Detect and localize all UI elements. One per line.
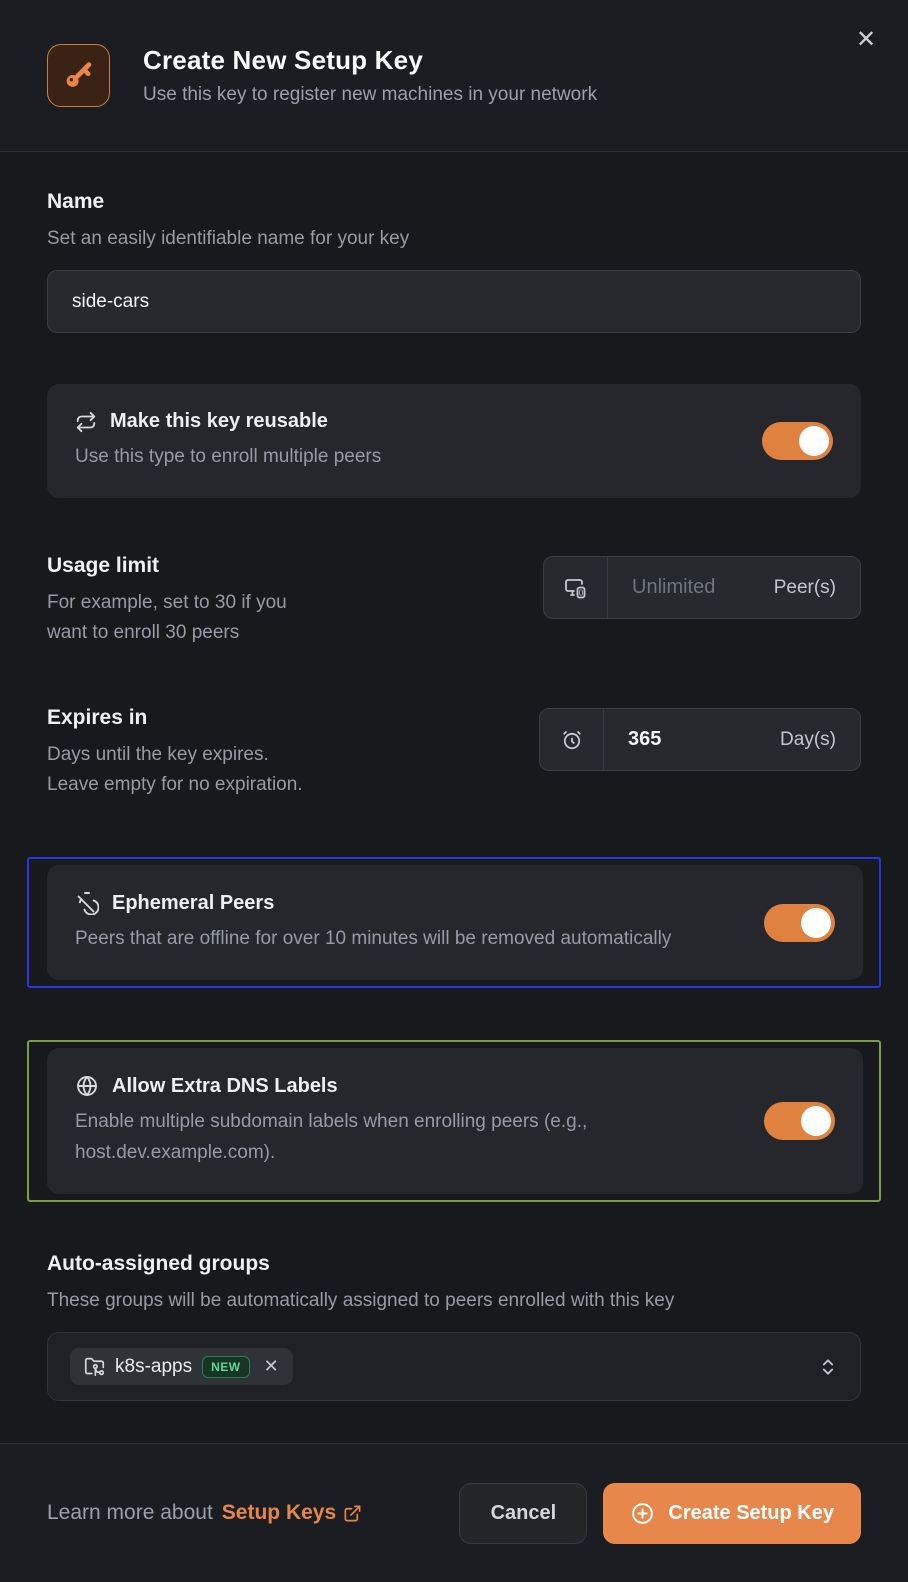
reusable-description: Use this type to enroll multiple peers [75, 446, 382, 467]
repeat-icon [75, 411, 97, 433]
modal-title: Create New Setup Key [143, 45, 423, 75]
dns-labels-description: Enable multiple subdomain labels when enrolling peers (e.g., host.dev.example.com). [75, 1111, 588, 1163]
dns-labels-title: Allow Extra DNS Labels [112, 1074, 338, 1097]
close-icon[interactable]: ✕ [855, 26, 877, 53]
setup-keys-link[interactable] [222, 1501, 362, 1525]
usage-limit-unit: Peer(s) [773, 576, 836, 598]
modal-subtitle: Use this key to register new machines in your network [143, 84, 598, 105]
name-description: Set an easily identifiable name for your key [47, 228, 410, 249]
timer-off-icon [75, 891, 99, 915]
expires-in-section [47, 706, 861, 800]
reusable-card [47, 384, 861, 498]
usage-limit-description-line2: want to enroll 30 peers [47, 622, 240, 643]
modal-footer [0, 1443, 908, 1582]
peers-monitor-icon [544, 557, 608, 618]
usage-limit-description-line1: For example, set to 30 if you [47, 592, 287, 613]
expires-in-label: Expires in [47, 706, 148, 729]
expires-in-input[interactable] [539, 708, 861, 771]
ephemeral-toggle[interactable] [764, 904, 835, 942]
key-icon [62, 59, 96, 93]
groups-description: These groups will be automatically assigned to peers enrolled with this key [47, 1290, 675, 1311]
alarm-clock-icon [540, 709, 604, 770]
external-link-icon [343, 1504, 362, 1523]
new-badge: NEW [202, 1356, 250, 1378]
plus-circle-icon [630, 1501, 655, 1526]
group-chip-k8s-apps [70, 1348, 293, 1385]
usage-limit-label: Usage limit [47, 554, 160, 577]
groups-select[interactable] [47, 1332, 861, 1401]
name-section [47, 190, 861, 333]
group-chip-label: k8s-apps [115, 1355, 193, 1377]
dns-labels-annotation-box [27, 1040, 881, 1202]
folder-git-icon [84, 1356, 105, 1377]
name-label: Name [47, 190, 105, 213]
groups-section [47, 1252, 861, 1401]
expires-in-value: 365 [628, 728, 662, 750]
usage-limit-placeholder: Unlimited [632, 576, 716, 598]
remove-group-icon[interactable]: ✕ [263, 1356, 279, 1376]
create-setup-key-label: Create Setup Key [668, 1501, 834, 1524]
setup-key-icon-box [47, 44, 110, 107]
modal-header [0, 0, 908, 152]
ephemeral-annotation-box [27, 857, 881, 988]
usage-limit-section [47, 554, 861, 648]
name-input-value: side-cars [72, 290, 150, 312]
modal-body [0, 152, 908, 1443]
ephemeral-title: Ephemeral Peers [112, 891, 275, 914]
expires-in-description-line1: Days until the key expires. [47, 744, 269, 765]
name-input[interactable] [47, 270, 861, 333]
learn-more-text: Learn more about [47, 1501, 213, 1524]
expires-in-unit: Day(s) [780, 728, 836, 750]
svg-text:0: 0 [578, 587, 583, 598]
expires-in-description-line2: Leave empty for no expiration. [47, 774, 303, 795]
create-setup-key-button[interactable] [603, 1483, 861, 1544]
chevrons-up-down-icon[interactable] [818, 1357, 838, 1377]
dns-labels-toggle[interactable] [764, 1102, 835, 1140]
groups-label: Auto-assigned groups [47, 1252, 270, 1275]
reusable-title: Make this key reusable [110, 410, 328, 432]
reusable-toggle[interactable] [762, 422, 833, 460]
dns-labels-card [47, 1048, 863, 1194]
globe-icon [75, 1074, 99, 1098]
usage-limit-input[interactable] [543, 556, 861, 619]
ephemeral-description: Peers that are offline for over 10 minutes will be removed automatically [75, 928, 672, 949]
setup-keys-link-label: Setup Keys [221, 1501, 337, 1524]
cancel-button[interactable]: Cancel [459, 1483, 587, 1544]
ephemeral-card [47, 865, 863, 980]
